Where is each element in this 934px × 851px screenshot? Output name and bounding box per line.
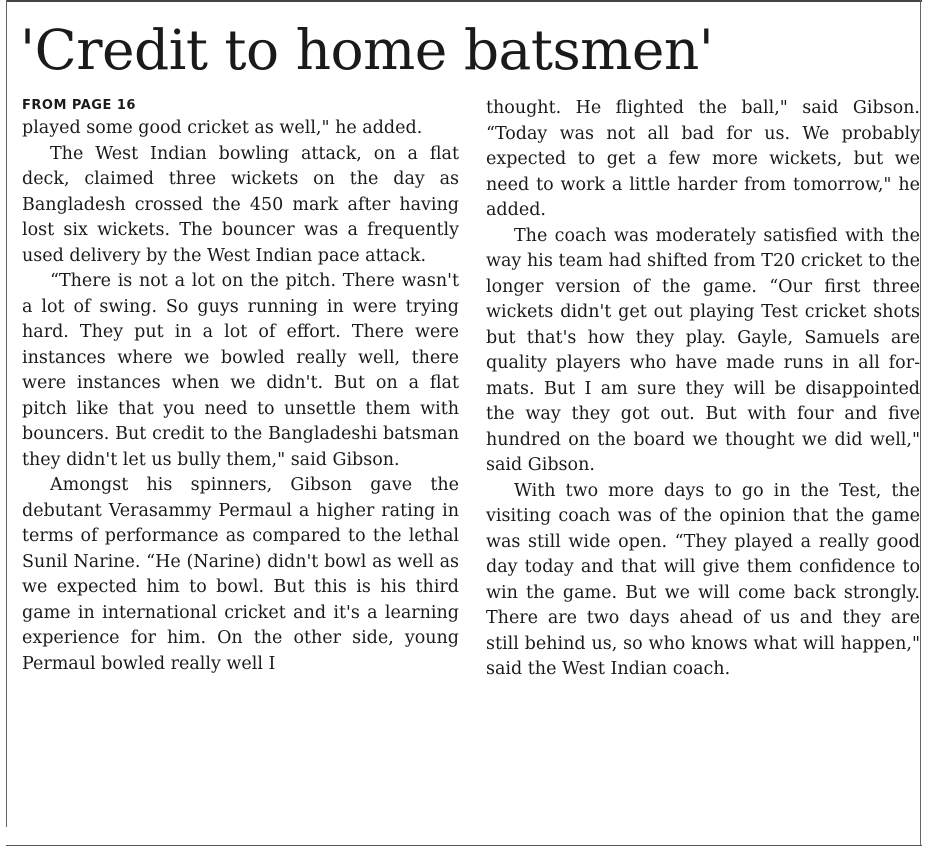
paragraph: The coach was moderately satisfied with the way his team had shifted from T20 cricket to the longer version of the game. “Our first three wickets didn't get out playing Test cricket shots but that's how they play. Gayle, Samuels are quality players who have made runs in all formats. But I am sure they will be disappointed the way they got out. But with four and five hundred on the board we thought we did well," said Gibson. <box>486 225 920 475</box>
paragraph: played some good cricket as well," he added. <box>22 118 423 138</box>
paragraph: thought. He flighted the ball," said Gibson. “Today was not all bad for us. We probably expected to get a few more wickets, but we need to work a little harder from tomorrow," he added. <box>486 98 920 220</box>
paragraph: Amongst his spinners, Gibson gave the debutant Verasammy Permaul a higher rating in terms of performance as compared to the lethal Sunil Narine. “He (Narine) didn't bowl as well as we expected him to bowl. But this is his third game in international cricket and it's a learning experience for him. On the other side, young Permaul bowled really well I <box>22 475 459 674</box>
left-rule <box>6 0 7 827</box>
continuation-kicker: FROM PAGE 16 <box>22 98 136 113</box>
top-rule <box>6 0 922 2</box>
paragraph: “There is not a lot on the pitch. There wasn't a lot of swing. So guys running in were trying hard. They put in a lot of effort. There were instances where we bowled really well, there were instances when we didn't. But on a flat pitch like that you need to unsettle them with bouncers. But credit to the Bangladeshi batsman they didn't let us bully them," said Gibson. <box>22 271 459 470</box>
article-column-left <box>22 116 459 677</box>
article-headline: 'Credit to home batsmen' <box>20 18 714 82</box>
bottom-rule <box>6 845 922 846</box>
right-rule <box>920 0 921 846</box>
paragraph: With two more days to go in the Test, the visiting coach was of the opinion that the game was still wide open. “They played a really good day today and that will give them confidence to win the game. But we will come back strongly. There are two days ahead of us and they are still behind us, so who knows what will happen," said the West Indian coach. <box>486 480 920 679</box>
article-column-right <box>486 96 920 683</box>
paragraph: The West Indian bowling attack, on a flat deck, claimed three wickets on the day as Bangladesh crossed the 450 mark after having lost six wickets. The bouncer was a frequently used delivery by the West Indian pace attack. <box>22 143 459 266</box>
